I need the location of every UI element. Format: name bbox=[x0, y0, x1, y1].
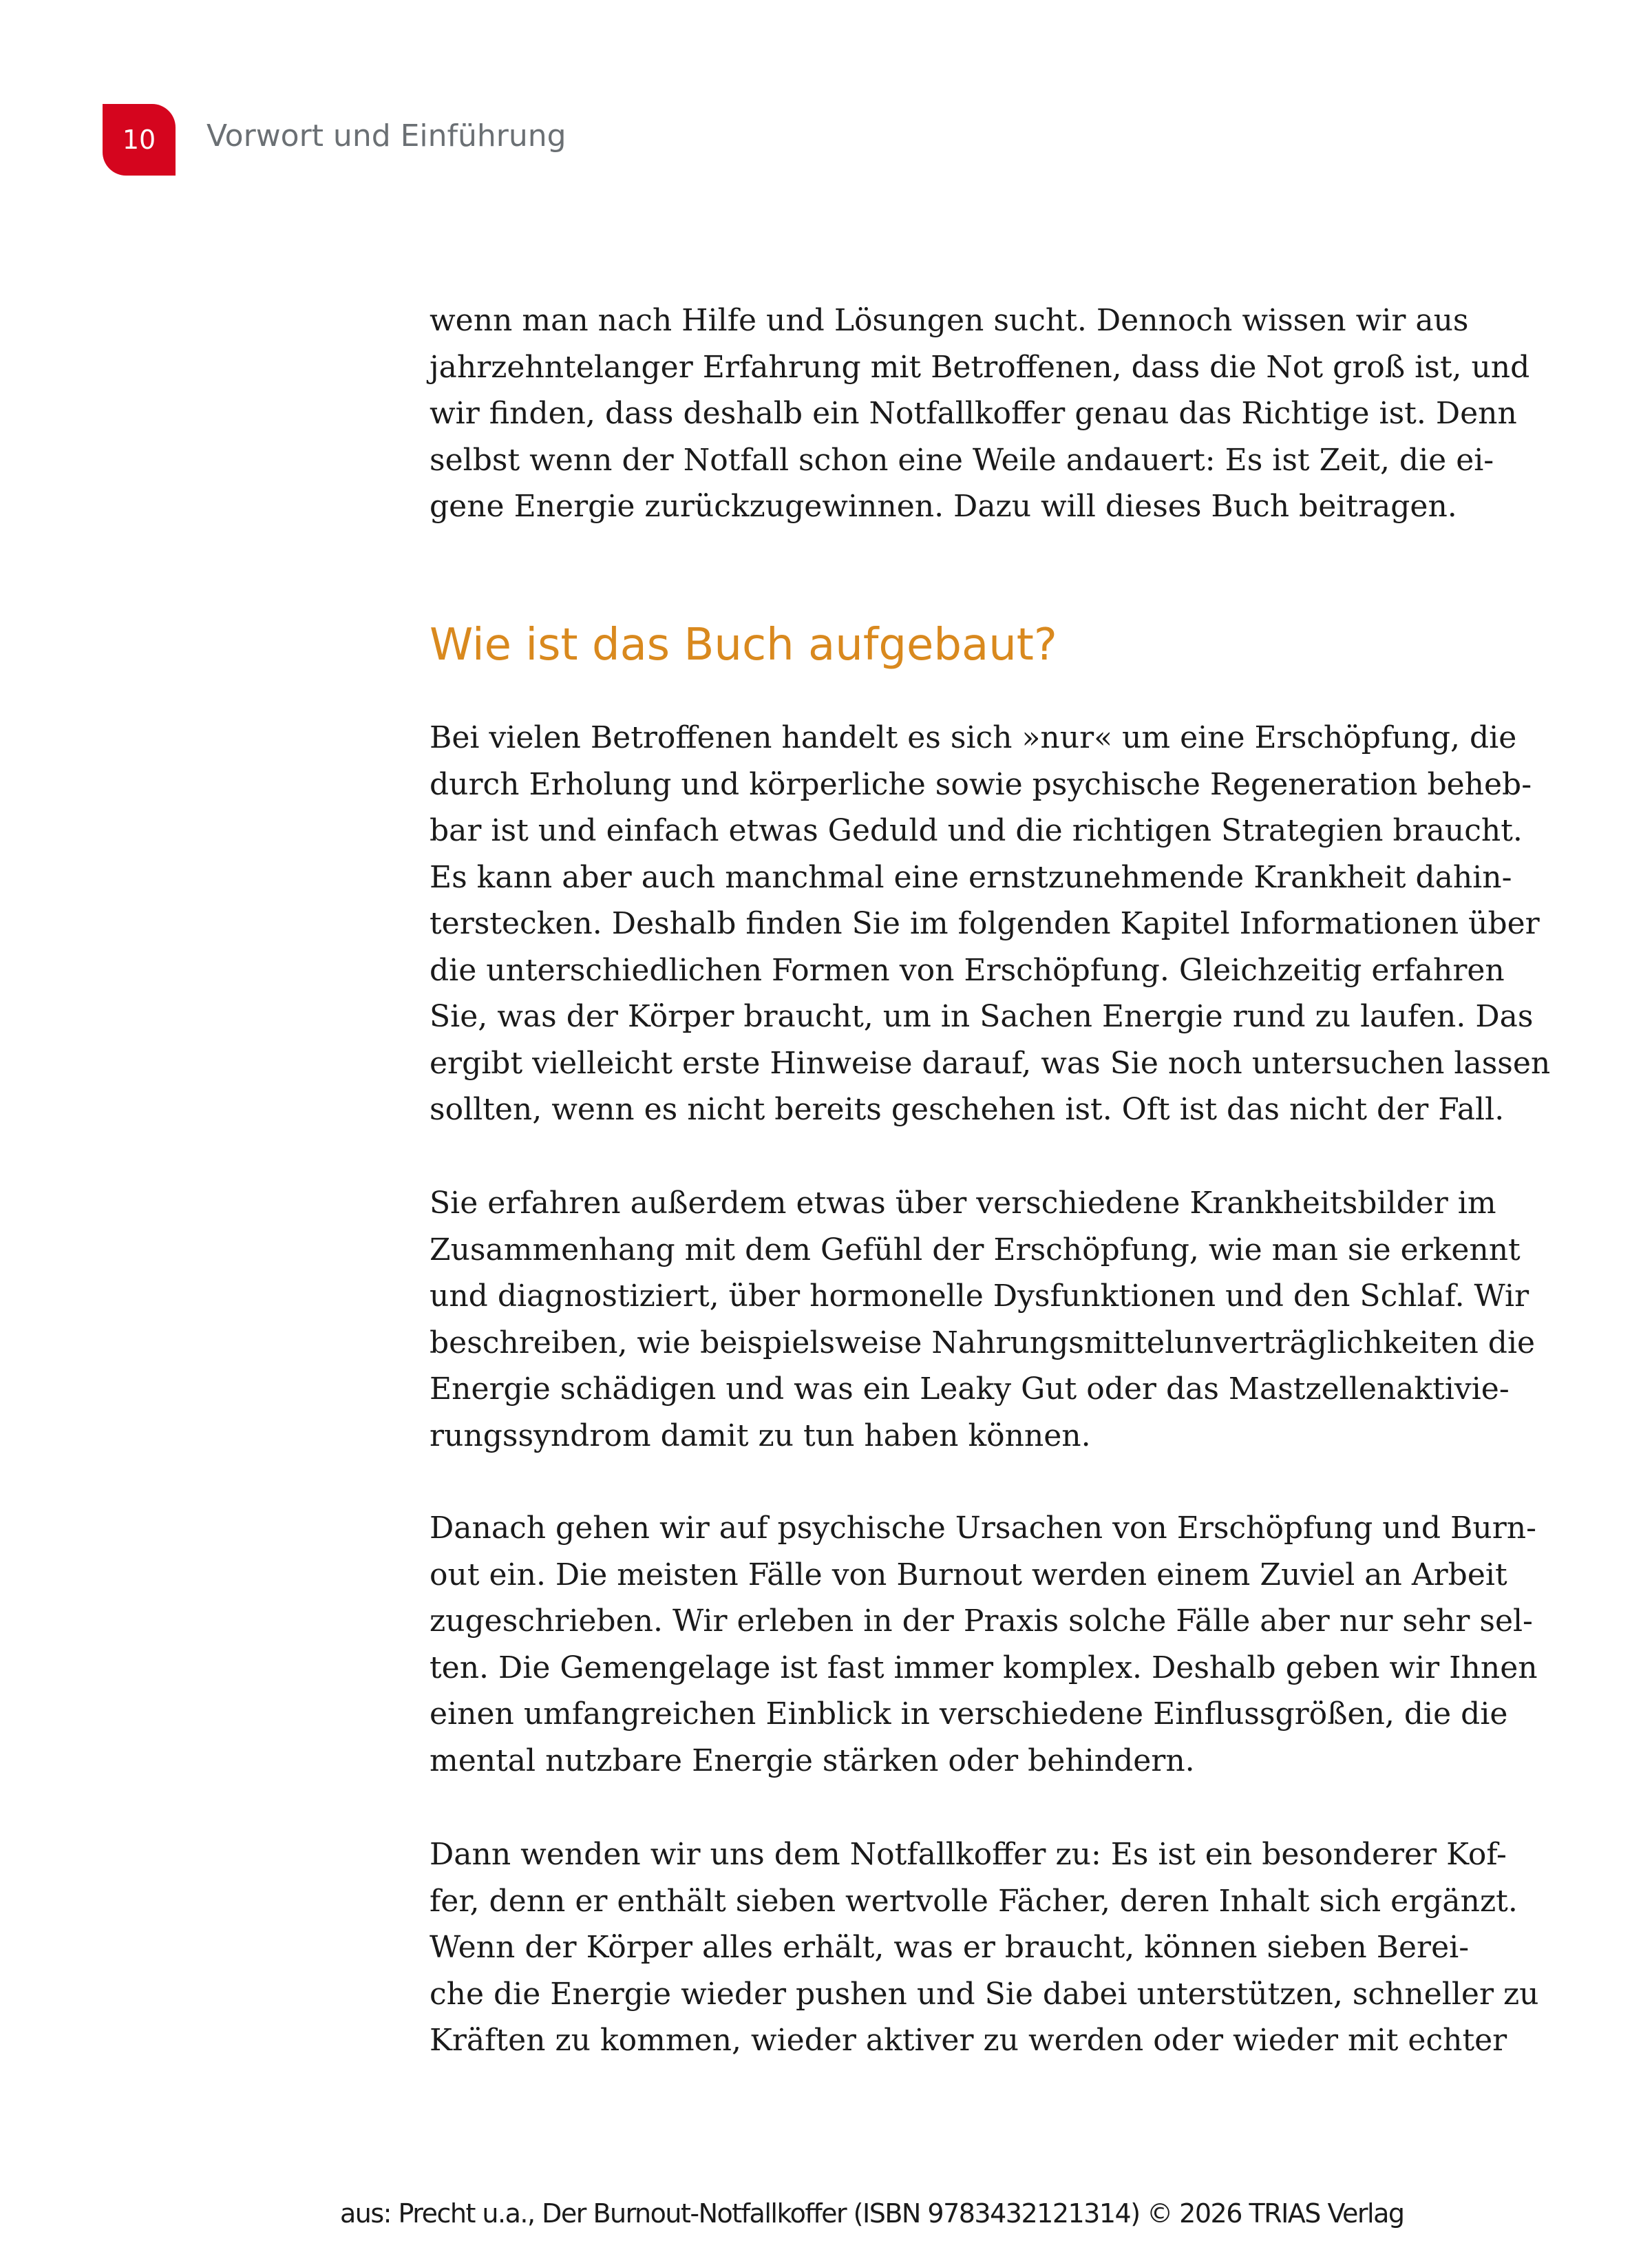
text-line: und diagnostiziert, über hormonelle Dysfunktionen und den Schlaf. Wir bbox=[430, 1279, 1529, 1314]
page-number: 10 bbox=[122, 125, 156, 155]
paragraph bbox=[430, 715, 1551, 1133]
text-line: Wenn der Körper alles erhält, was er braucht, können sieben Berei- bbox=[430, 1930, 1470, 1965]
text-line: selbst wenn der Notfall schon eine Weile andauert: Es ist Zeit, die ei- bbox=[430, 442, 1494, 478]
text-line: fer, denn er enthält sieben wertvolle Fächer, deren Inhalt sich ergänzt. bbox=[430, 1883, 1518, 1919]
text-line: gene Energie zurückzugewinnen. Dazu will dieses Buch beitragen. bbox=[430, 489, 1457, 524]
copyright-footer: aus: Precht u.a., Der Burnout-Notfallkoffer (ISBN 9783432121314) © 2026 TRIAS Verlag bbox=[340, 2198, 1404, 2229]
text-line: die unterschiedlichen Formen von Erschöpfung. Gleichzeitig erfahren bbox=[430, 952, 1505, 988]
text-line: Bei vielen Betroffenen handelt es sich »nur« um eine Erschöpfung, die bbox=[430, 720, 1517, 755]
text-line: Sie, was der Körper braucht, um in Sachen Energie rund zu laufen. Das bbox=[430, 999, 1534, 1034]
text-line: jahrzehntelanger Erfahrung mit Betroffenen, dass die Not groß ist, und bbox=[430, 349, 1530, 385]
text-line: Kräften zu kommen, wieder aktiver zu werden oder wieder mit echter bbox=[430, 2023, 1507, 2058]
text-line: Danach gehen wir auf psychische Ursachen von Erschöpfung und Burn- bbox=[430, 1511, 1536, 1546]
text-line: rungssyndrom damit zu tun haben können. bbox=[430, 1418, 1091, 1453]
paragraph bbox=[430, 1505, 1538, 1784]
text-line: sollten, wenn es nicht bereits geschehen ist. Oft ist das nicht der Fall. bbox=[430, 1092, 1505, 1127]
section-heading: Wie ist das Buch aufgebaut? bbox=[430, 620, 1057, 671]
paragraph bbox=[430, 1180, 1536, 1459]
text-line: out ein. Die meisten Fälle von Burnout werden einem Zuviel an Arbeit bbox=[430, 1557, 1507, 1592]
text-line: Es kann aber auch manchmal eine ernstzunehmende Krankheit dahin- bbox=[430, 859, 1512, 895]
intro-paragraph bbox=[430, 297, 1530, 530]
paragraph bbox=[430, 1831, 1539, 2064]
text-line: ergibt vielleicht erste Hinweise darauf, was Sie noch untersuchen lassen bbox=[430, 1045, 1551, 1081]
text-line: mental nutzbare Energie stärken oder behindern. bbox=[430, 1743, 1195, 1778]
text-line: Sie erfahren außerdem etwas über verschiedene Krankheitsbilder im bbox=[430, 1186, 1496, 1221]
text-line: wir finden, dass deshalb ein Notfallkoffer genau das Richtige ist. Denn bbox=[430, 396, 1517, 431]
text-line: wenn man nach Hilfe und Lösungen sucht. Dennoch wissen wir aus bbox=[430, 303, 1469, 338]
text-line: che die Energie wieder pushen und Sie dabei unterstützen, schneller zu bbox=[430, 1976, 1539, 2012]
text-line: Zusammenhang mit dem Gefühl der Erschöpfung, wie man sie erkennt bbox=[430, 1232, 1521, 1267]
text-line: bar ist und einfach etwas Geduld und die richtigen Strategien braucht. bbox=[430, 813, 1523, 848]
text-line: durch Erholung und körperliche sowie psychische Regeneration beheb- bbox=[430, 766, 1532, 802]
page-number-badge bbox=[103, 104, 176, 176]
text-line: Energie schädigen und was ein Leaky Gut oder das Mastzellenaktivie- bbox=[430, 1371, 1510, 1407]
text-line: zugeschrieben. Wir erleben in der Praxis solche Fälle aber nur sehr sel- bbox=[430, 1603, 1533, 1639]
text-line: Dann wenden wir uns dem Notfallkoffer zu: Es ist ein besonderer Kof- bbox=[430, 1837, 1507, 1872]
text-line: ten. Die Gemengelage ist fast immer komplex. Deshalb geben wir Ihnen bbox=[430, 1650, 1538, 1685]
text-line: einen umfangreichen Einblick in verschiedene Einflussgrößen, die die bbox=[430, 1696, 1508, 1732]
running-header-title: Vorwort und Einführung bbox=[206, 118, 566, 154]
text-line: terstecken. Deshalb finden Sie im folgenden Kapitel Informationen über bbox=[430, 906, 1540, 941]
text-line: beschreiben, wie beispielsweise Nahrungsmittelunverträglichkeiten die bbox=[430, 1325, 1536, 1360]
